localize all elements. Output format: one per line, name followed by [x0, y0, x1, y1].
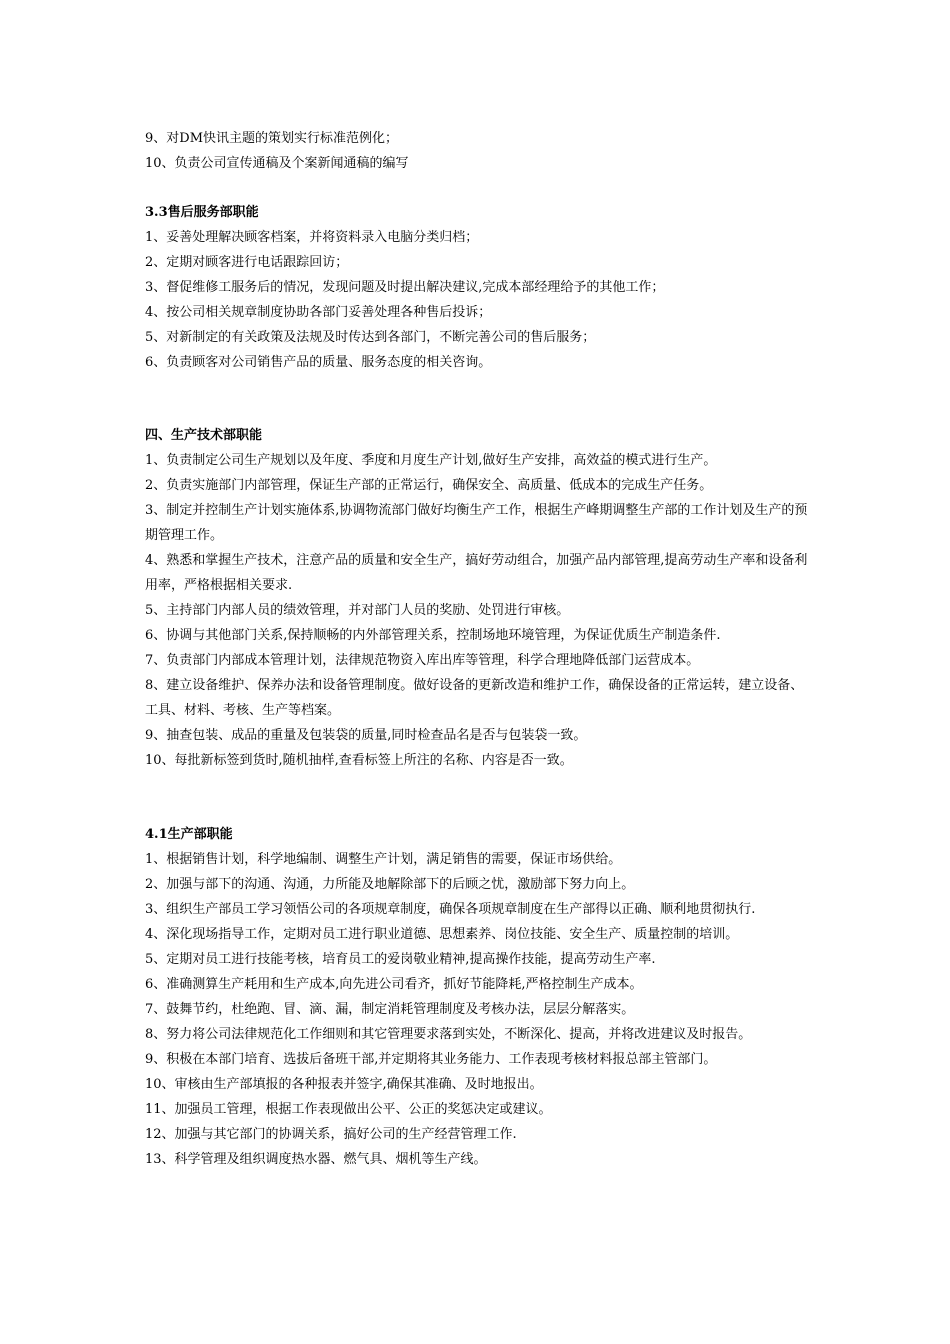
list-item: 10、每批新标签到货时,随机抽样,查看标签上所注的名称、内容是否一致。 — [145, 753, 573, 768]
list-item: 9、积极在本部门培育、选拔后备班干部,并定期将其业务能力、工作表现考核材料报总部主管部门。 — [145, 1052, 717, 1067]
list-item: 4、深化现场指导工作，定期对员工进行职业道德、思想素养、岗位技能、安全生产、质量控制的培训。 — [145, 927, 739, 942]
intro-list — [145, 126, 815, 176]
section-heading: 3.3售后服务部职能 — [145, 205, 259, 220]
list-item: 1、根据销售计划，科学地编制、调整生产计划，满足销售的需要，保证市场供给。 — [145, 852, 622, 867]
list-item: 7、鼓舞节约，杜绝跑、冒、滴、漏，制定消耗管理制度及考核办法，层层分解落实。 — [145, 1002, 635, 1017]
list-item: 2、定期对顾客进行电话跟踪回访； — [145, 255, 349, 270]
list-item: 11、加强员工管理，根据工作表现做出公平、公正的奖惩决定或建议。 — [145, 1102, 552, 1117]
list-item: 8、努力将公司法律规范化工作细则和其它管理要求落到实处，不断深化、提高，并将改进建议及时报告。 — [145, 1027, 752, 1042]
list-item: 3、组织生产部员工学习领悟公司的各项规章制度，确保各项规章制度在生产部得以正确、顺利地贯彻执行. — [145, 902, 756, 917]
list-item: 5、主持部门内部人员的绩效管理，并对部门人员的奖励、处罚进行审核。 — [145, 603, 570, 618]
list-item: 2、加强与部下的沟通、沟通，力所能及地解除部下的后顾之忧，激励部下努力向上。 — [145, 877, 635, 892]
list-item: 4、熟悉和掌握生产技术，注意产品的质量和安全生产，搞好劳动组合，加强产品内部管理,提高劳动生产率和设备利用率，严格根据相关要求. — [145, 553, 808, 593]
list-item: 7、负责部门内部成本管理计划，法律规范物资入库出库等管理，科学合理地降低部门运营成本。 — [145, 653, 700, 668]
list-item: 4、按公司相关规章制度协助各部门妥善处理各种售后投诉； — [145, 305, 492, 320]
section-3-3 — [145, 200, 815, 375]
list-item: 1、妥善处理解决顾客档案，并将资料录入电脑分类归档； — [145, 230, 479, 245]
list-item: 6、负责顾客对公司销售产品的质量、服务态度的相关咨询。 — [145, 355, 492, 370]
list-item: 1、负责制定公司生产规划以及年度、季度和月度生产计划,做好生产安排，高效益的模式进行生产。 — [145, 453, 717, 468]
list-item: 6、准确测算生产耗用和生产成本,向先进公司看齐，抓好节能降耗,严格控制生产成本。 — [145, 977, 643, 992]
list-item: 3、督促维修工服务后的情况，发现问题及时提出解决建议,完成本部经理给予的其他工作； — [145, 280, 665, 295]
section-4 — [145, 423, 815, 773]
list-item: 2、负责实施部门内部管理，保证生产部的正常运行，确保安全、高质量、低成本的完成生产任务。 — [145, 478, 713, 493]
list-item: 9、对DM快讯主题的策划实行标准范例化； — [145, 131, 399, 146]
list-item: 9、抽查包装、成品的重量及包装袋的质量,同时检查品名是否与包装袋一致。 — [145, 728, 587, 743]
list-item: 5、定期对员工进行技能考核，培育员工的爱岗敬业精神,提高操作技能，提高劳动生产率. — [145, 952, 656, 967]
list-item: 3、制定并控制生产计划实施体系,协调物流部门做好均衡生产工作，根据生产峰期调整生产部的工作计划及生产的预期管理工作。 — [145, 503, 808, 543]
list-item: 12、加强与其它部门的协调关系，搞好公司的生产经营管理工作. — [145, 1127, 517, 1142]
list-item: 5、对新制定的有关政策及法规及时传达到各部门，不断完善公司的售后服务； — [145, 330, 596, 345]
section-heading: 4.1生产部职能 — [145, 827, 233, 842]
section-heading: 四、生产技术部职能 — [145, 428, 263, 443]
list-item: 10、审核由生产部填报的各种报表并签字,确保其准确、及时地报出。 — [145, 1077, 543, 1092]
list-item: 10、负责公司宣传通稿及个案新闻通稿的编写 — [145, 156, 409, 171]
list-item: 6、协调与其他部门关系,保持顺畅的内外部管理关系，控制场地环境管理，为保证优质生产制造条件. — [145, 628, 721, 643]
list-item: 8、建立设备维护、保养办法和设备管理制度。做好设备的更新改造和维护工作，确保设备的正常运转，建立设备、工具、材料、考核、生产等档案。 — [145, 678, 804, 718]
list-item: 13、科学管理及组织调度热水器、燃气具、烟机等生产线。 — [145, 1152, 487, 1167]
section-4-1 — [145, 822, 815, 1172]
